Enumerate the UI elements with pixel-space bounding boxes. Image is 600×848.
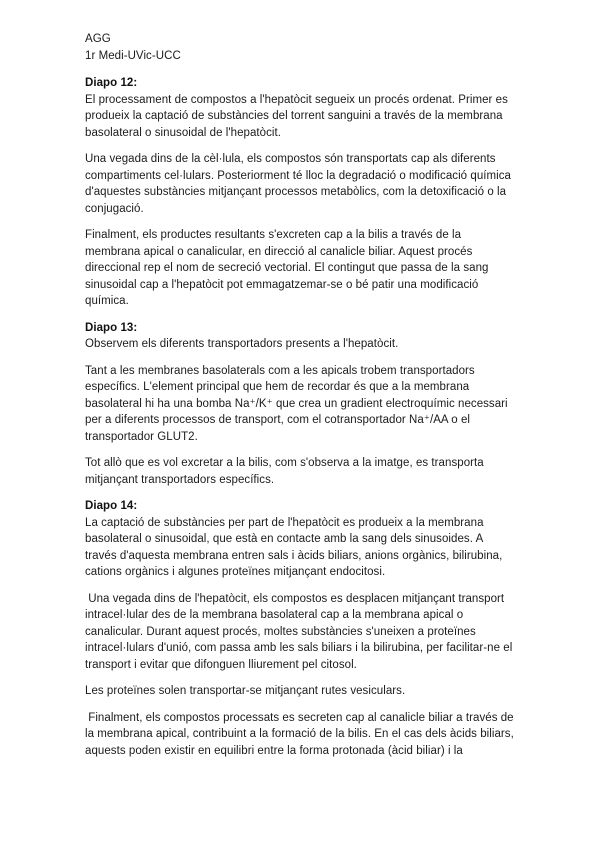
paragraph: El processament de compostos a l'hepatòcit segueix un procés ordenat. Primer es produeix la captació de substàncies del torrent sanguini a través de la membrana basolateral o sinusoidal de l'hepatòcit. <box>85 93 512 139</box>
paragraph: La captació de substàncies per part de l'hepatòcit es produeix a la membrana basolateral o sinusoidal, que està en contacte amb la sang dels sinusoides. A través d'aquesta membrana entren sals i àcids biliars, anions orgànics, bilirubina, cations orgànics i algunes proteïnes mitjançant endocitosi. <box>85 516 506 578</box>
section-heading: Diapo 13: <box>85 321 138 334</box>
section-heading: Diapo 14: <box>85 500 138 512</box>
paragraph: Una vegada dins de l'hepatòcit, els compostos es desplacen mitjançant transport intracel·lular des de la membrana basolateral cap a la membrana apical o canalicular. Durant aquest procés, moltes substàncies s'uneixen a proteïnes intracel·lulars d'unió, com passa amb les sals biliars i la bilirubina, per facilitar-ne el transport i evitar que difonguen lliurement pel citosol. <box>85 592 516 671</box>
paragraph: Una vegada dins de la cèl·lula, els compostos són transportats cap als diferents compartiments cel·lulars. Posteriorment té lloc la degradació o modificació química d'aquestes substàncies mitjançant processos metabòlics, com la detoxificació o la conjugació. <box>85 153 515 215</box>
paragraph: Finalment, els productes resultants s'excreten cap a la bilis a través de la membrana apical o canalicular, en direcció al canalicle biliar. Aquest procés direccional rep el nom de secreció vectorial. El contingut que passa de la sang sinusoidal cap a l'hepatòcit pot emmagatzemar-se o bé patir una modificació química. <box>85 229 492 307</box>
paragraph: Les proteïnes solen transportar-se mitjançant rutes vesiculars. <box>85 685 406 697</box>
section-diapo-12 <box>85 75 516 310</box>
document-header <box>85 31 516 64</box>
section-heading: Diapo 12: <box>85 77 138 89</box>
header-course-code: AGG <box>85 33 111 45</box>
header-subtitle: 1r Medi-UVic-UCC <box>85 49 181 62</box>
paragraph: Finalment, els compostos processats es secreten cap al canalicle biliar a través de la membrana apical, contribuint a la formació de la bilis. En el cas dels àcids biliars, aquests poden existir en equilibri entre la forma protonada (àcid biliar) i la <box>85 711 518 757</box>
paragraph: Tant a les membranes basolaterals com a les apicals trobem transportadors específics. L'element principal que hem de recordar és que a la membrana basolateral hi ha una bomba Na⁺/K⁺ que crea un gradient electroquímic necessari per a diferents processos de transport, com el cotransportador Na⁺/AA o el transportador GLUT2. <box>85 364 511 443</box>
section-diapo-13 <box>85 320 516 489</box>
paragraph: Observem els diferents transportadors presents a l'hepatòcit. <box>85 338 399 350</box>
section-diapo-14 <box>85 498 516 759</box>
paragraph: Tot allò que es vol excretar a la bilis, com s'observa a la imatge, es transporta mitjançant transportadors específics. <box>85 457 487 486</box>
